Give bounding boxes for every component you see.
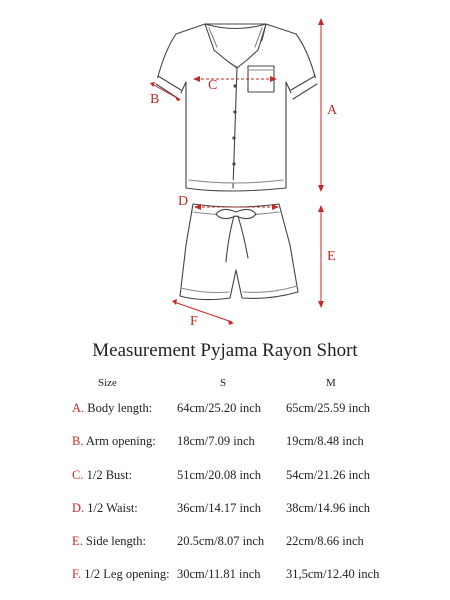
row-letter: D.	[72, 501, 85, 515]
row-size-m: 31,5cm/12.40 inch	[286, 567, 380, 581]
row-size-m: 54cm/21.26 inch	[286, 468, 371, 482]
row-size-s: 20.5cm/8.07 inch	[177, 534, 265, 548]
row-label: 1/2 Leg opening:	[84, 567, 170, 581]
label-f: F	[190, 314, 198, 329]
table-row	[0, 468, 450, 486]
label-a: A	[327, 103, 338, 118]
row-size-m: 38cm/14.96 inch	[286, 501, 371, 515]
row-size-s: 30cm/11.81 inch	[177, 567, 261, 581]
row-letter: A.	[72, 401, 85, 415]
label-e: E	[327, 249, 336, 264]
label-c: C	[208, 78, 218, 93]
row-size-s: 36cm/14.17 inch	[177, 501, 262, 515]
row-size-s: 18cm/7.09 inch	[177, 434, 255, 448]
row-label: Arm opening:	[85, 434, 156, 448]
row-label: 1/2 Waist:	[87, 501, 138, 515]
table-row	[0, 501, 450, 519]
row-letter: C.	[72, 468, 84, 482]
row-size-s: 64cm/25.20 inch	[177, 401, 262, 415]
header-m: M	[326, 377, 336, 389]
label-d: D	[178, 194, 189, 209]
row-letter: F.	[72, 567, 82, 581]
table-title: Measurement Pyjama Rayon Short	[92, 340, 358, 361]
header-size: Size	[98, 377, 117, 389]
table-row	[0, 401, 450, 419]
row-label: 1/2 Bust:	[86, 468, 133, 482]
row-letter: B.	[72, 434, 84, 448]
row-size-m: 19cm/8.48 inch	[286, 434, 364, 448]
table-row	[0, 567, 450, 585]
row-size-m: 22cm/8.66 inch	[286, 534, 364, 548]
header-s: S	[220, 377, 227, 389]
table-row	[0, 434, 450, 452]
row-size-m: 65cm/25.59 inch	[286, 401, 371, 415]
row-label: Body length:	[87, 401, 153, 415]
table-row	[0, 534, 450, 552]
label-b: B	[150, 92, 160, 107]
row-size-s: 51cm/20.08 inch	[177, 468, 262, 482]
row-letter: E.	[72, 534, 83, 548]
row-label: Side length:	[85, 534, 146, 548]
